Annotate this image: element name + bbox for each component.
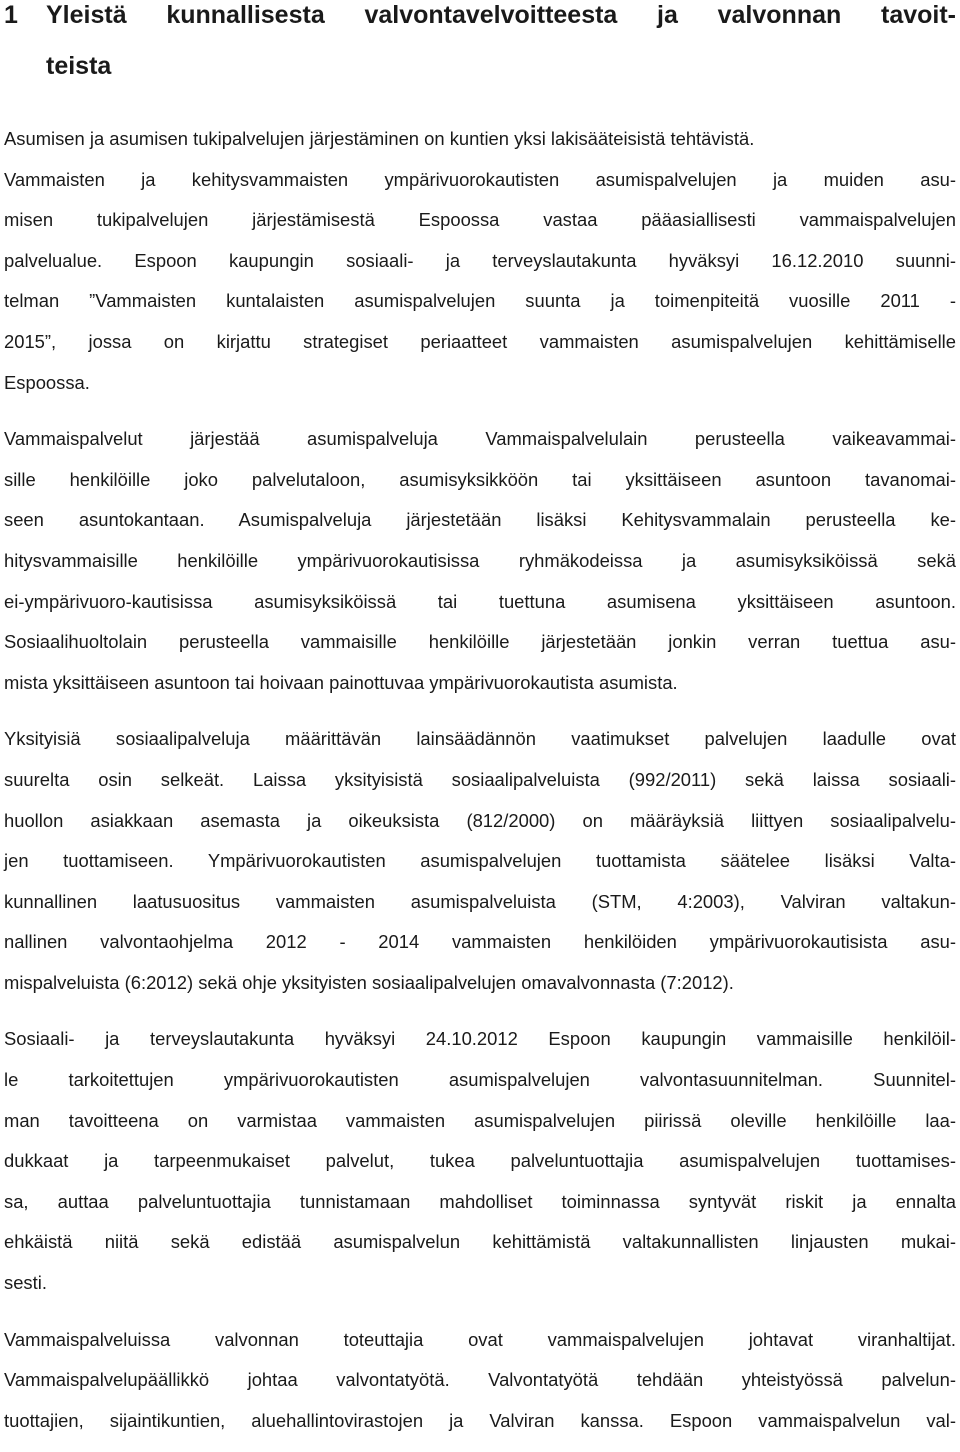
text-line: man tavoitteena on varmistaa vammaisten asumispalvelujen piirissä oleville henkilöille laa- [4, 1109, 956, 1131]
text-line: Sosiaalihuoltolain perusteella vammaisille henkilöille järjestetään jonkin verran tuettua asu- [4, 631, 956, 653]
text-line: mispalveluista (6:2012) sekä ohje yksityisten sosiaalipalvelujen omavalvonnasta (7:2012). [4, 971, 734, 993]
text-line: Sosiaali- ja terveyslautakunta hyväksyi 24.10.2012 Espoon kaupungin vammaisille henkilöil- [4, 1028, 956, 1050]
text-line: nallinen valvontaohjelma 2012 - 2014 vammaisten henkilöiden ympärivuorokautisista asu- [4, 931, 956, 953]
paragraph [4, 419, 956, 703]
text-line: ei-ympärivuoro-kautisissa asumisyksiköissä tai tuettuna asumisena yksittäiseen asuntoon. [4, 590, 956, 612]
text-line: sille henkilöille joko palvelutaloon, asumisyksikköön tai yksittäiseen asuntoon tavanomai- [4, 468, 956, 490]
text-line: sesti. [4, 1272, 47, 1294]
text-line: tuottajien, sijaintikuntien, aluehallintovirastojen ja Valviran kanssa. Espoon vammaispalvelun val- [4, 1409, 956, 1431]
paragraph [4, 119, 956, 403]
text-line: jen tuottamiseen. Ympärivuorokautisten asumispalvelujen tuottamista säätelee lisäksi Valta- [4, 850, 956, 872]
text-line: Espoossa. [4, 371, 90, 393]
text-line: ehkäistä niitä sekä edistää asumispalvelun kehittämistä valtakunnallisten linjausten mukai- [4, 1231, 956, 1253]
section-heading [4, 0, 956, 92]
text-line: telman ”Vammaisten kuntalaisten asumispalvelujen suunta ja toimenpiteitä vuosille 2011 - [4, 290, 956, 312]
text-line: sa, auttaa palveluntuottajia tunnistamaan mahdolliset toiminnassa syntyvät riskit ja ennalta [4, 1190, 956, 1212]
text-line: Vammaispalvelut järjestää asumispalveluja Vammaispalvelulain perusteella vaikeavammai- [4, 428, 956, 450]
text-line: le tarkoitettujen ympärivuorokautisten asumispalvelujen valvontasuunnitelman. Suunnitel- [4, 1069, 956, 1091]
section-title-line: teista [46, 52, 112, 80]
section-number: 1 [4, 1, 18, 29]
section-title [46, 0, 956, 92]
paragraph [4, 719, 956, 1003]
text-line: Vammaispalvelupäällikkö johtaa valvontatyötä. Valvontatyötä tehdään yhteistyössä palvelun- [4, 1369, 956, 1391]
paragraph [4, 1019, 956, 1303]
text-line: 2015”, jossa on kirjattu strategiset periaatteet vammaisten asumispalvelujen kehittämiselle [4, 330, 956, 352]
text-line: seen asuntokantaan. Asumispalveluja järjestetään lisäksi Kehitysvammalain perusteella ke- [4, 509, 956, 531]
text-line: dukkaat ja tarpeenmukaiset palvelut, tukea palveluntuottajia asumispalvelujen tuottamises- [4, 1150, 956, 1172]
document-page [4, 0, 956, 1441]
text-line: palvelualue. Espoon kaupungin sosiaali- ja terveyslautakunta hyväksyi 16.12.2010 suunni- [4, 249, 956, 271]
paragraph [4, 1320, 956, 1442]
text-line: huollon asiakkaan asemasta ja oikeuksista (812/2000) on määräyksiä liittyen sosiaalipalvelu- [4, 809, 956, 831]
text-line: Vammaispalveluissa valvonnan toteuttajia ovat vammaispalvelujen johtavat viranhaltijat. [4, 1328, 956, 1350]
text-line: misen tukipalvelujen järjestämisestä Espoossa vastaa pääasiallisesti vammaispalvelujen [4, 209, 956, 231]
text-line: Asumisen ja asumisen tukipalvelujen järjestäminen on kuntien yksi lakisääteisistä tehtävistä. [4, 128, 755, 149]
text-line: Yksityisiä sosiaalipalveluja määrittävän lainsäädännön vaatimukset palvelujen laadulle ovat [4, 728, 956, 750]
text-line: suurelta osin selkeät. Laissa yksityisistä sosiaalipalveluista (992/2011) sekä laissa sosiaali- [4, 768, 956, 790]
section-title-line: Yleistä kunnallisesta valvontavelvoitteesta ja valvonnan tavoit- [46, 1, 956, 29]
text-line: mista yksittäiseen asuntoon tai hoivaan painottuvaa ympärivuorokautista asumista. [4, 671, 678, 693]
text-line: hitysvammaisille henkilöille ympärivuorokautisissa ryhmäkodeissa ja asumisyksiköissä sekä [4, 549, 956, 571]
text-line: kunnallinen laatusuositus vammaisten asumispalveluista (STM, 4:2003), Valviran valtakun- [4, 890, 956, 912]
text-line: Vammaisten ja kehitysvammaisten ympärivuorokautisten asumispalvelujen ja muiden asu- [4, 168, 956, 190]
